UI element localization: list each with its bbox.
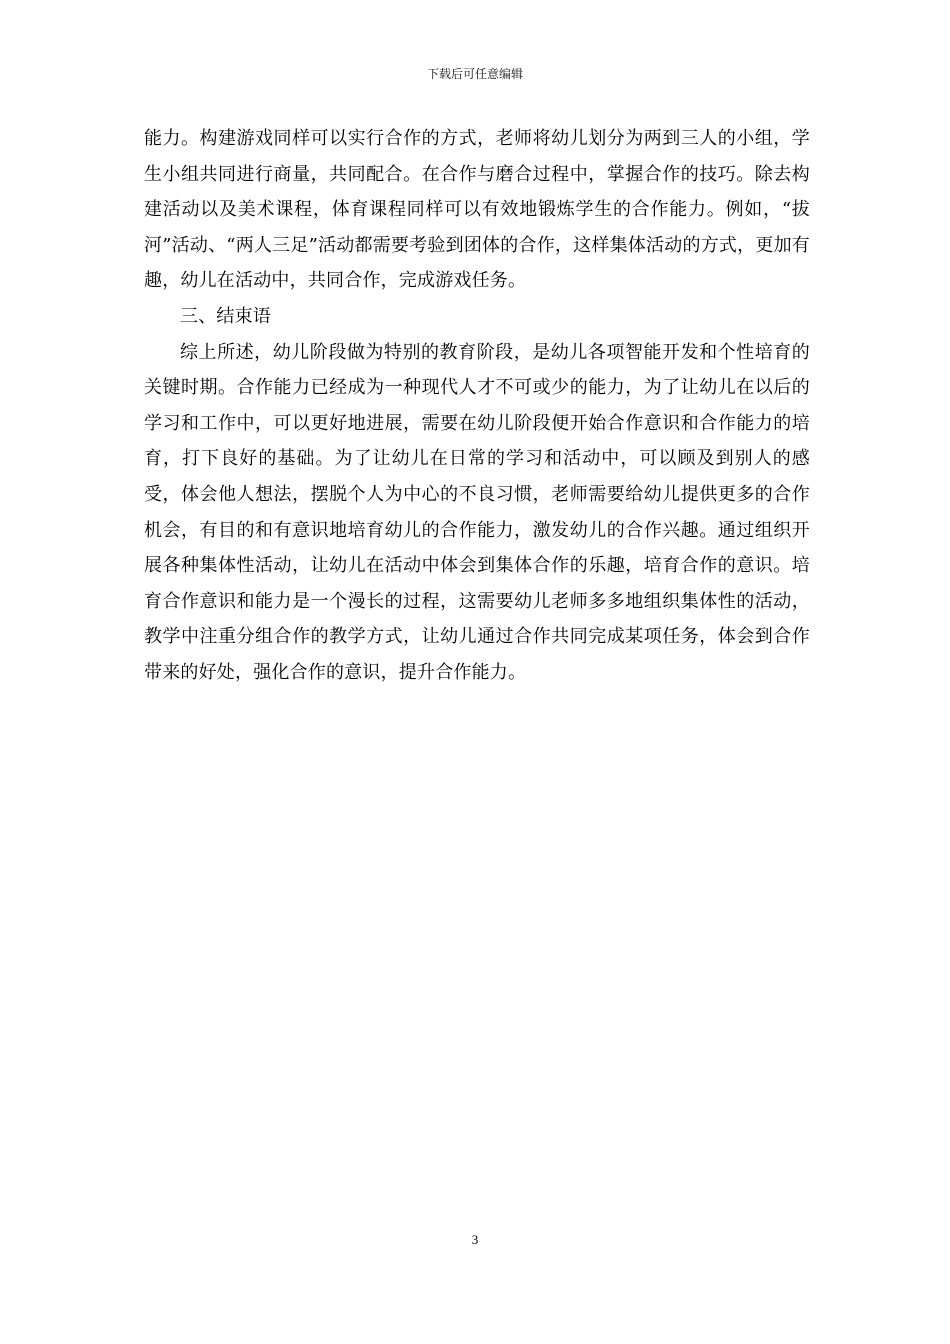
page-number: 3 xyxy=(471,1232,479,1247)
body-paragraph-continued: 能力。构建游戏同样可以实行合作的方式，老师将幼儿划分为两到三人的小组，学生小组共同进行商量，共同配合。在合作与磨合过程中，掌握合作的技巧。除去构建活动以及美术课程，体育课程同样可以有效地锻炼学生的合作能力。例如，“拔河”活动、“两人三足”活动都需要考验到团体的合作，这样集体活动的方式，更加有趣，幼儿在活动中，共同合作，完成游戏任务。 xyxy=(144,128,810,292)
section-heading: 三、结束语 xyxy=(180,305,271,327)
body-paragraph-conclusion: 综上所述，幼儿阶段做为特别的教育阶段，是幼儿各项智能开发和个性培育的关键时期。合作能力已经成为一种现代人才不可或少的能力，为了让幼儿在以后的学习和工作中，可以更好地进展，需要在幼儿阶段便开始合作意识和合作能力的培育，打下良好的基础。为了让幼儿在日常的学习和活动中，可以顾及到别人的感受，体会他人想法，摆脱个人为中心的不良习惯，老师需要给幼儿提供更多的合作机会，有目的和有意识地培育幼儿的合作能力，激发幼儿的合作兴趣。通过组织开展各种集体性活动，让幼儿在活动中体会到集体合作的乐趣，培育合作的意识。培育合作意识和能力是一个漫长的过程，这需要幼儿老师多多地组织集体性的活动，教学中注重分组合作的教学方式，让幼儿通过合作共同完成某项任务，体会到合作带来的好处，强化合作的意识，提升合作能力。 xyxy=(144,341,810,683)
page-header: 下载后可任意编辑 xyxy=(426,67,523,81)
document-body xyxy=(144,121,810,691)
